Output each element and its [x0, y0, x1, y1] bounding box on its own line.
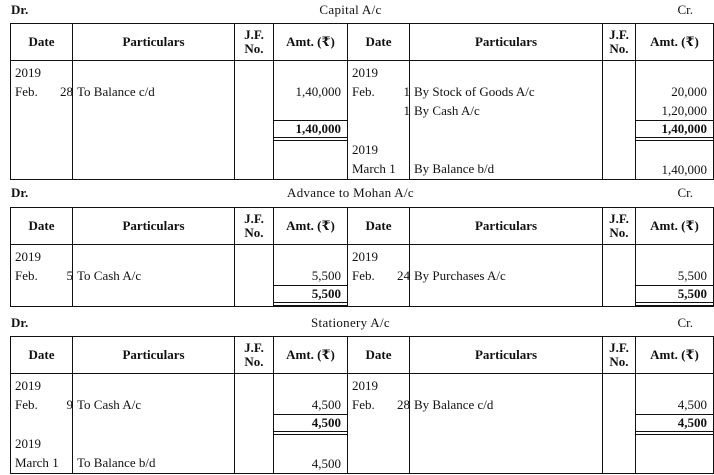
amount-entry: 1,40,000	[295, 84, 341, 99]
credit-jf-cell	[603, 374, 636, 474]
date-entry: Feb. 28	[352, 397, 410, 412]
total-amount: 5,500	[274, 285, 347, 306]
col-amount-cr: Amt. (₹)	[636, 208, 714, 245]
year-label: 2019	[15, 436, 41, 451]
amount-entry: 5,500	[677, 268, 707, 283]
debit-particulars-cell	[73, 61, 235, 180]
amount-entry: 4,500	[311, 397, 341, 412]
total-amount: 5,500	[636, 285, 713, 306]
particulars-entry: By Balance c/d	[414, 397, 494, 412]
stationery-account	[0, 313, 707, 471]
credit-jf-cell	[603, 61, 636, 180]
year-label: 2019	[15, 65, 41, 80]
col-jf-cr: J.F. No.	[603, 24, 636, 61]
amount-entry: 5,500	[311, 268, 341, 283]
particulars-entry: To Cash A/c	[77, 397, 142, 412]
year-label: 2019	[352, 249, 378, 264]
credit-jf-cell	[603, 245, 636, 307]
credit-particulars-cell	[410, 245, 603, 307]
ledger-table	[10, 23, 714, 180]
credit-side-label: Cr.	[677, 185, 693, 200]
col-amount-cr: Amt. (₹)	[636, 337, 714, 374]
col-particulars-cr: Particulars	[410, 337, 603, 374]
col-amount-dr: Amt. (₹)	[274, 208, 348, 245]
col-particulars-dr: Particulars	[73, 337, 235, 374]
amount-entry: 4,500	[677, 397, 707, 412]
account-header	[0, 313, 701, 333]
particulars-entry: By Balance b/d	[414, 161, 495, 176]
col-amount-dr: Amt. (₹)	[274, 24, 348, 61]
debit-date-cell	[11, 245, 73, 307]
ledger-table	[10, 207, 714, 307]
debit-date-cell	[11, 61, 73, 180]
credit-date-cell	[348, 245, 410, 307]
date-entry: March 1	[15, 455, 59, 470]
date-entry: Feb. 28	[15, 84, 73, 99]
capital-account	[0, 0, 707, 177]
col-particulars-cr: Particulars	[410, 24, 603, 61]
date-entry: 1	[403, 103, 410, 118]
col-amount-cr: Amt. (₹)	[636, 24, 714, 61]
col-date-cr: Date	[348, 24, 410, 61]
col-jf-cr: J.F. No.	[603, 208, 636, 245]
col-amount-dr: Amt. (₹)	[274, 337, 348, 374]
total-amount: 4,500	[636, 414, 713, 435]
account-title: Stationery A/c	[311, 315, 390, 330]
table-row	[11, 374, 714, 474]
total-amount: 4,500	[274, 414, 347, 435]
credit-amount-cell	[636, 245, 714, 307]
credit-particulars-cell	[410, 374, 603, 474]
col-date-dr: Date	[11, 208, 73, 245]
year-label: 2019	[15, 249, 41, 264]
debit-side-label: Dr.	[11, 2, 29, 17]
year-label: 2019	[352, 65, 378, 80]
credit-date-cell	[348, 374, 410, 474]
col-date-cr: Date	[348, 337, 410, 374]
debit-jf-cell	[235, 61, 274, 180]
particulars-entry: To Cash A/c	[77, 268, 142, 283]
credit-particulars-cell	[410, 61, 603, 180]
col-particulars-cr: Particulars	[410, 208, 603, 245]
debit-amount-cell	[274, 245, 348, 307]
debit-date-cell	[11, 374, 73, 474]
particulars-entry: By Purchases A/c	[414, 268, 506, 283]
col-jf-dr: J.F. No.	[235, 337, 274, 374]
date-entry: Feb. 9	[15, 397, 73, 412]
total-amount: 1,40,000	[636, 120, 713, 141]
col-particulars-dr: Particulars	[73, 24, 235, 61]
date-entry: March 1	[352, 161, 396, 176]
debit-particulars-cell	[73, 374, 235, 474]
year-label: 2019	[15, 378, 41, 393]
particulars-entry: By Stock of Goods A/c	[414, 84, 535, 99]
debit-particulars-cell	[73, 245, 235, 307]
amount-entry: 1,40,000	[661, 162, 707, 177]
advance-to-mohan-account	[0, 183, 707, 301]
account-header	[0, 183, 701, 203]
col-date-dr: Date	[11, 24, 73, 61]
credit-side-label: Cr.	[677, 2, 693, 17]
header-row	[11, 208, 714, 245]
col-date-cr: Date	[348, 208, 410, 245]
table-row	[11, 245, 714, 307]
debit-side-label: Dr.	[11, 315, 29, 330]
particulars-entry: By Cash A/c	[414, 103, 480, 118]
date-entry: Feb. 1	[352, 84, 410, 99]
credit-side-label: Cr.	[677, 315, 693, 330]
col-date-dr: Date	[11, 337, 73, 374]
debit-jf-cell	[235, 245, 274, 307]
account-title: Advance to Mohan A/c	[287, 185, 414, 200]
total-amount: 1,40,000	[274, 120, 347, 141]
date-entry: Feb. 24	[352, 268, 410, 283]
particulars-entry: To Balance c/d	[77, 84, 155, 99]
account-title: Capital A/c	[319, 2, 382, 17]
particulars-entry: To Balance b/d	[77, 455, 156, 470]
col-jf-dr: J.F. No.	[235, 24, 274, 61]
header-row	[11, 337, 714, 374]
year-label: 2019	[352, 378, 378, 393]
account-header	[0, 0, 701, 20]
credit-amount-cell	[636, 61, 714, 180]
year-label: 2019	[352, 142, 378, 157]
debit-amount-cell	[274, 61, 348, 180]
amount-entry: 20,000	[671, 84, 707, 99]
col-particulars-dr: Particulars	[73, 208, 235, 245]
date-entry: Feb. 5	[15, 268, 73, 283]
col-jf-cr: J.F. No.	[603, 337, 636, 374]
ledger-table	[10, 336, 714, 474]
header-row	[11, 24, 714, 61]
credit-date-cell	[348, 61, 410, 180]
table-row	[11, 61, 714, 180]
col-jf-dr: J.F. No.	[235, 208, 274, 245]
debit-side-label: Dr.	[11, 185, 29, 200]
credit-amount-cell	[636, 374, 714, 474]
amount-entry: 1,20,000	[661, 103, 707, 118]
debit-jf-cell	[235, 374, 274, 474]
debit-amount-cell	[274, 374, 348, 474]
amount-entry: 4,500	[311, 456, 341, 471]
